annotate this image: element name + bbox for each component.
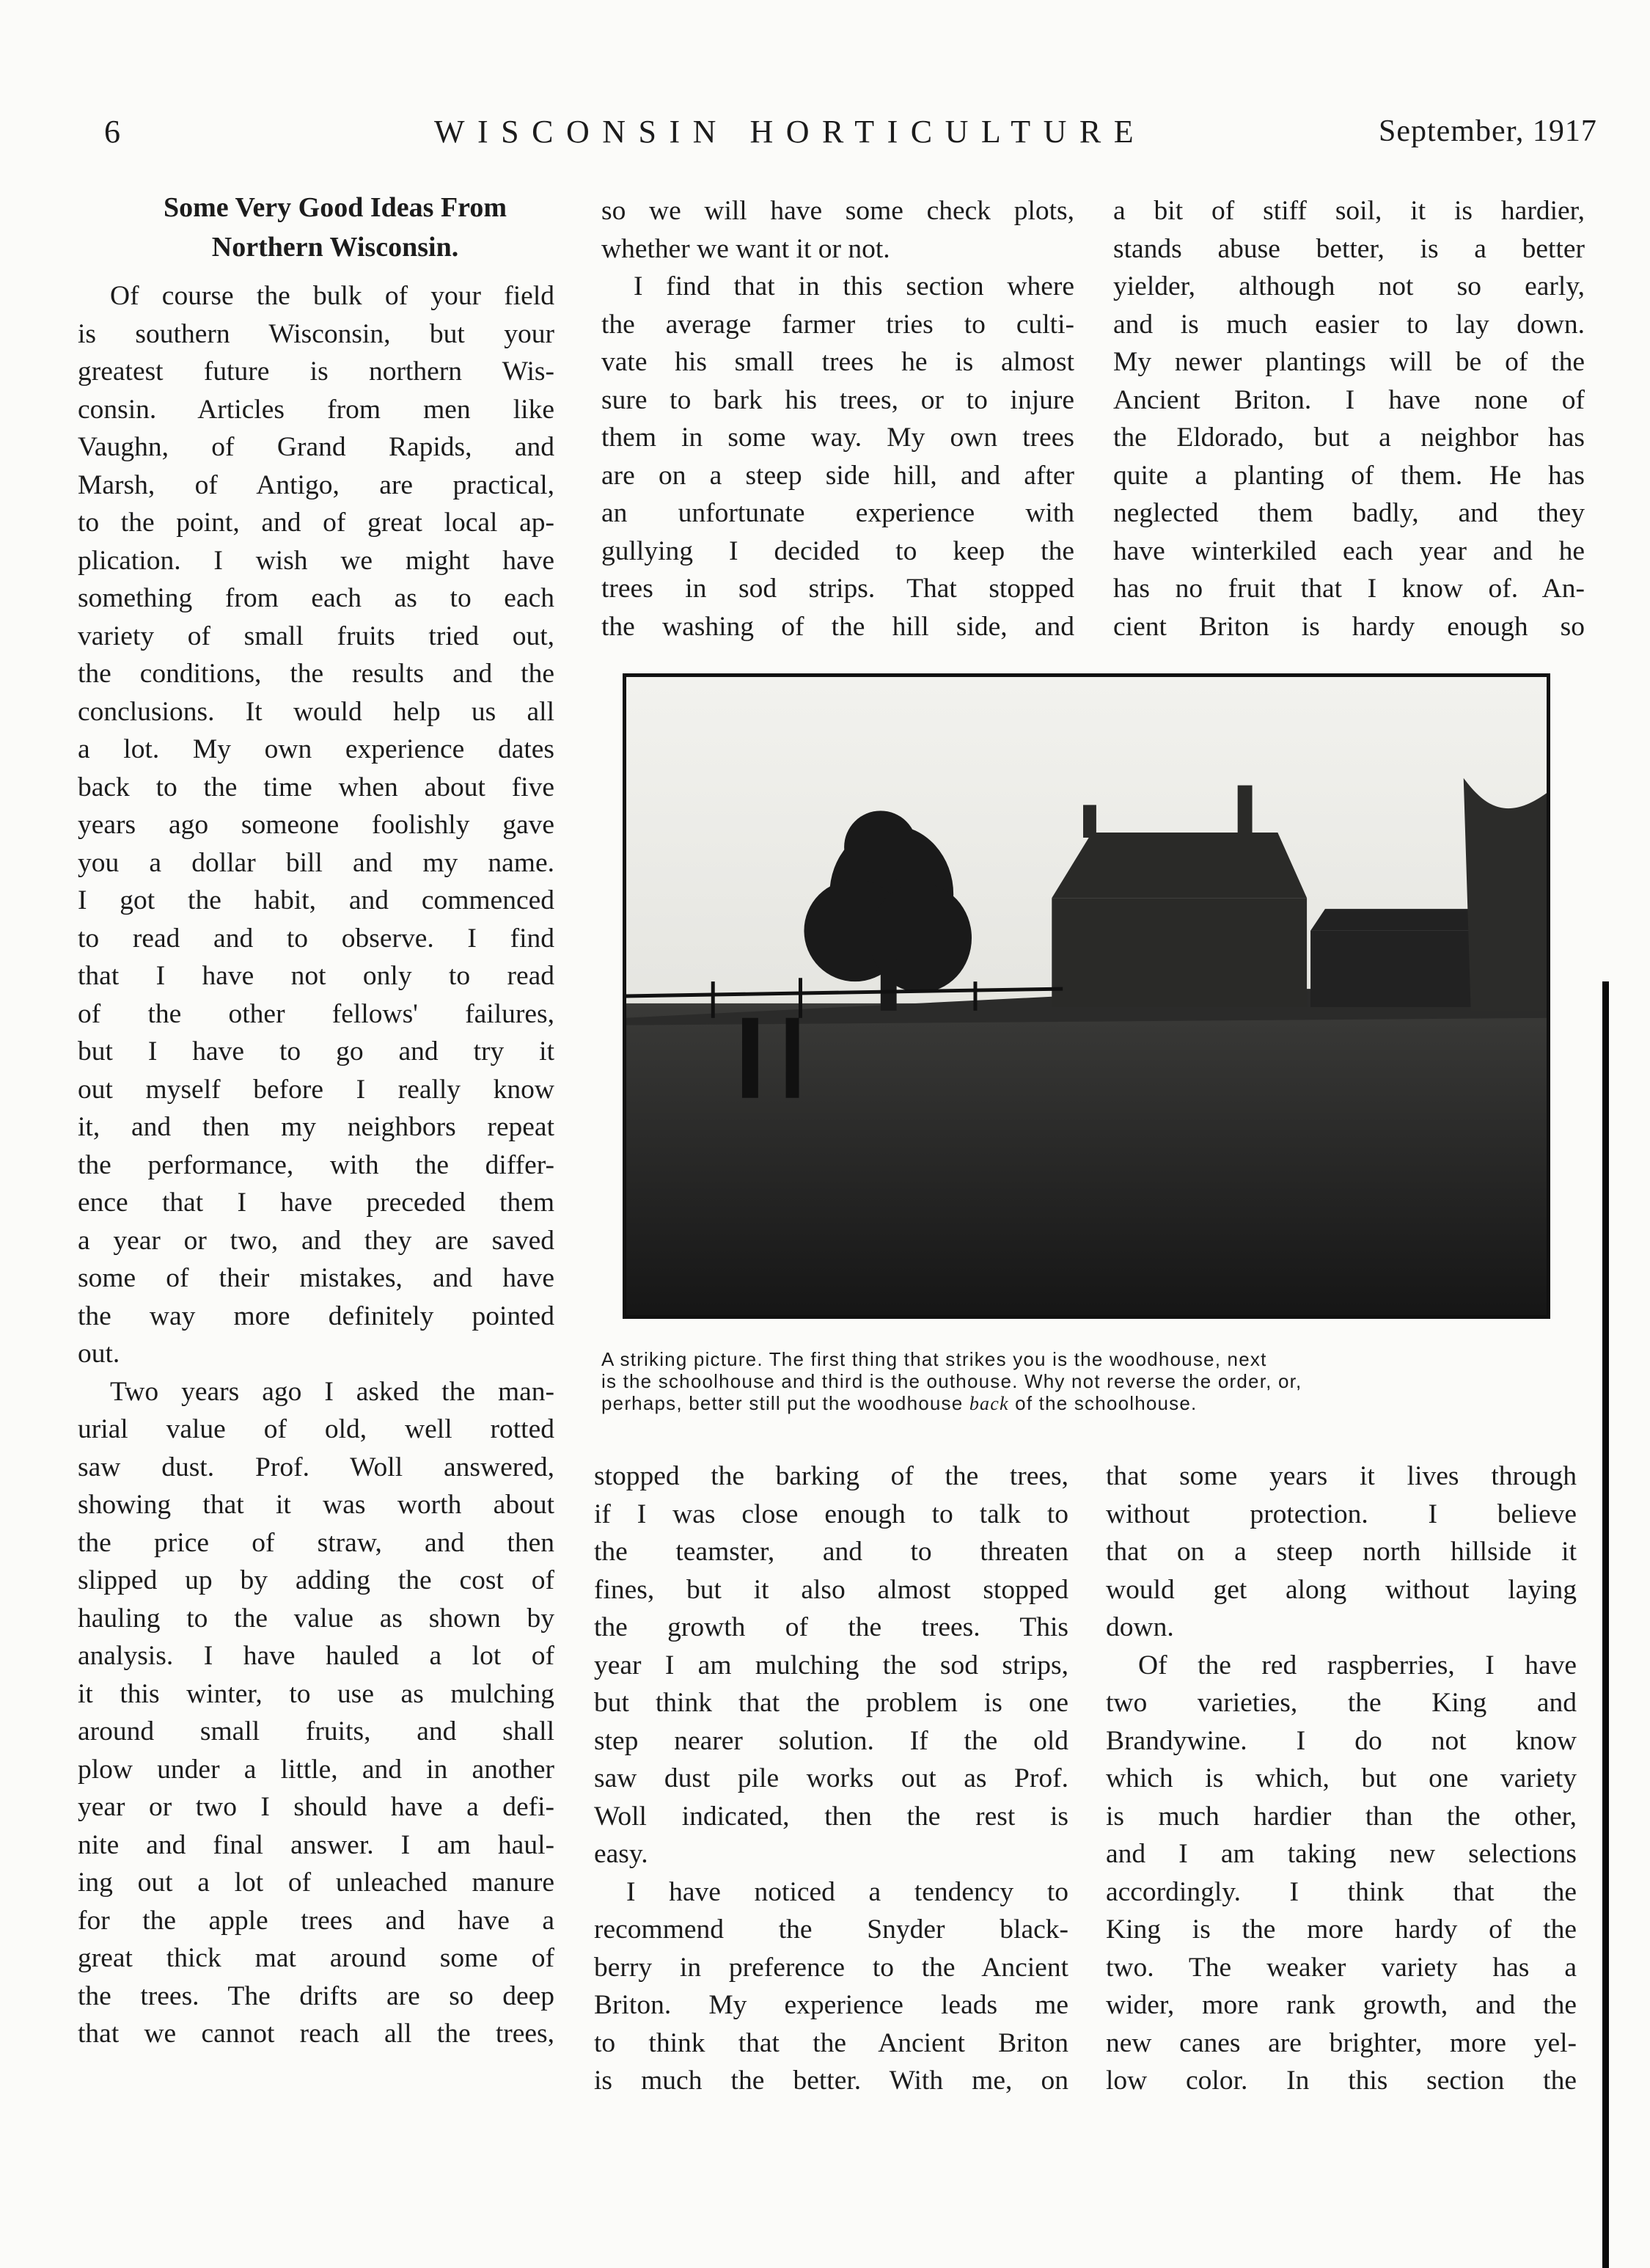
article-heading [104,188,566,267]
text-line: greatest future is northern Wis- [78,356,554,387]
text-line: Ancient Briton. I have none of [1113,384,1585,415]
text-line: the conditions, the results and the [78,659,554,689]
text-line: I have noticed a tendency to [626,1876,1068,1907]
text-line: My newer plantings will be of the [1113,347,1585,377]
text-line: King is the more hardy of the [1106,1914,1577,1945]
journal-title: WISCONSIN HORTICULTURE [434,114,1147,150]
text-line: slipped up by adding the cost of [78,1565,554,1595]
text-line: is much the better. With me, on [594,2066,1068,2096]
text-line: variety of small fruits tried out, [78,621,554,651]
text-line: Of course the bulk of your field [110,281,554,311]
column-2-bottom [594,1457,1068,2100]
text-line: but think that the problem is one [594,1688,1068,1718]
text-line: Two years ago I asked the man- [110,1376,554,1407]
text-line: ing out a lot of unleached manure [78,1868,554,1898]
text-line: quite a planting of them. He has [1113,460,1585,491]
text-line: whether we want it or not. [601,233,890,264]
column-2-top [601,192,1074,645]
text-line: analysis. I have hauled a lot of [78,1641,554,1671]
text-line: vate his small trees he is almost [601,347,1074,377]
text-line: gullying I decided to keep the [601,535,1074,566]
text-line: urial value of old, well rotted [78,1414,554,1444]
text-line: step nearer solution. If the old [594,1725,1068,1756]
column-1 [78,277,554,2053]
text-line: the performance, with the differ- [78,1149,554,1180]
text-line: but I have to go and try it [78,1036,554,1067]
text-line: that on a steep north hillside it [1106,1537,1577,1567]
text-line: out. [78,1339,120,1369]
text-line: the way more definitely pointed [78,1301,554,1331]
caption-line: is the schoolhouse and third is the outhouse. Why not reverse the order, or, [601,1370,1302,1392]
text-line: I find that in this section where [634,271,1074,301]
text-line: an unfortunate experience with [601,498,1074,528]
text-line: easy. [594,1839,648,1869]
text-line: some of their mistakes, and have [78,1263,554,1293]
text-line: for the apple trees and have a [78,1905,554,1936]
margin-rule [1602,981,1609,2268]
text-line: so we will have some check plots, [601,196,1074,226]
text-line: sure to bark his trees, or to injure [601,384,1074,415]
text-line: two varieties, the King and [1106,1688,1577,1718]
text-line: is much hardier than the other, [1106,1801,1577,1832]
text-line: saw dust. Prof. Woll answered, [78,1452,554,1482]
text-line: low color. In this section the [1106,2066,1577,2096]
text-line: a lot. My own experience dates [78,734,554,764]
text-line: that some years it lives through [1106,1461,1577,1491]
text-line: showing that it was worth about [78,1490,554,1520]
text-line: the Eldorado, but a neighbor has [1113,422,1585,453]
text-line: berry in preference to the Ancient [594,1952,1068,1983]
text-line: plow under a little, and in another [78,1754,554,1785]
text-line: around small fruits, and shall [78,1716,554,1746]
text-line: something from each as to each [78,583,554,613]
text-line: a bit of stiff soil, it is hardier, [1113,196,1585,226]
text-line: the washing of the hill side, and [601,611,1074,642]
text-line: stopped the barking of the trees, [594,1461,1068,1491]
text-line: fines, but it also almost stopped [594,1574,1068,1605]
text-line: two. The weaker variety has a [1106,1952,1577,1983]
text-line: neglected them badly, and they [1113,498,1585,528]
text-line: and I am taking new selections [1106,1839,1577,1869]
text-line: them in some way. My own trees [601,422,1074,453]
text-line: years ago someone foolishly gave [78,810,554,840]
article-heading-line: Some Very Good Ideas From [164,192,507,223]
text-line: hauling to the value as shown by [78,1603,554,1634]
text-line: I got the habit, and commenced [78,885,554,915]
text-line: nite and final answer. I am haul- [78,1829,554,1860]
text-line: new canes are brighter, more yel- [1106,2027,1577,2058]
text-line: the trees. The drifts are so deep [78,1980,554,2011]
text-line: stands abuse better, is a better [1113,233,1585,264]
text-line: back to the time when about five [78,772,554,802]
text-line: plication. I wish we might have [78,545,554,576]
text-line: consin. Articles from men like [78,394,554,425]
text-line: cient Briton is hardy enough so [1113,611,1585,642]
text-line: recommend the Snyder black- [594,1914,1068,1945]
text-line: great thick mat around some of [78,1943,554,1973]
text-line: the average farmer tries to culti- [601,309,1074,340]
text-line: saw dust pile works out as Prof. [594,1763,1068,1793]
text-line: ence that I have preceded them [78,1188,554,1218]
text-line: without protection. I believe [1106,1499,1577,1529]
issue-date: September, 1917 [1379,114,1597,148]
text-line: to the point, and of great local ap- [78,508,554,538]
text-line: would get along without laying [1106,1574,1577,1605]
text-line: Of the red raspberries, I have [1138,1650,1577,1680]
photo-caption [601,1348,1569,1415]
text-line: have winterkiled each year and he [1113,535,1585,566]
text-line: Marsh, of Antigo, are practical, [78,469,554,500]
column-3-top [1113,192,1585,645]
text-line: are on a steep side hill, and after [601,460,1074,491]
text-line: it this winter, to use as mulching [78,1678,554,1709]
text-line: accordingly. I think that the [1106,1876,1577,1907]
text-line: that we cannot reach all the trees, [78,2019,554,2049]
text-line: out myself before I really know [78,1074,554,1105]
text-line: you a dollar bill and my name. [78,847,554,878]
text-line: Woll indicated, then the rest is [594,1801,1068,1832]
text-line: is southern Wisconsin, but your [78,318,554,349]
text-line: to read and to observe. I find [78,923,554,954]
caption-italic-word: back [969,1393,1009,1414]
schoolhouse-photograph [623,673,1550,1319]
text-line: and is much easier to lay down. [1113,309,1585,340]
page-number: 6 [104,114,120,150]
text-line: year or two I should have a defi- [78,1792,554,1822]
text-line: a year or two, and they are saved [78,1225,554,1256]
caption-line: A striking picture. The first thing that strikes you is the woodhouse, next [601,1348,1267,1370]
text-line: it, and then my neighbors repeat [78,1112,554,1142]
text-line: the price of straw, and then [78,1527,554,1558]
text-line: wider, more rank growth, and the [1106,1990,1577,2020]
text-line: year I am mulching the sod strips, [594,1650,1068,1680]
text-line: has no fruit that I know of. An- [1113,574,1585,604]
column-3-bottom [1106,1457,1577,2100]
text-line: which is which, but one variety [1106,1763,1577,1793]
text-line: conclusions. It would help us all [78,696,554,727]
text-line: that I have not only to read [78,961,554,991]
text-line: the growth of the trees. This [594,1612,1068,1642]
text-line: of the other fellows' failures, [78,998,554,1029]
text-line: Brandywine. I do not know [1106,1725,1577,1756]
text-line: Briton. My experience leads me [594,1990,1068,2020]
caption-line [601,1392,1569,1415]
text-line: if I was close enough to talk to [594,1499,1068,1529]
caption-text: perhaps, better still put the woodhouse [601,1392,969,1414]
article-heading-line: Northern Wisconsin. [211,232,459,263]
text-line: down. [1106,1612,1174,1642]
text-line: to think that the Ancient Briton [594,2027,1068,2058]
text-line: the teamster, and to threaten [594,1537,1068,1567]
caption-text: of the schoolhouse. [1008,1392,1198,1414]
text-line: Vaughn, of Grand Rapids, and [78,432,554,462]
text-line: yielder, although not so early, [1113,271,1585,301]
text-line: trees in sod strips. That stopped [601,574,1074,604]
